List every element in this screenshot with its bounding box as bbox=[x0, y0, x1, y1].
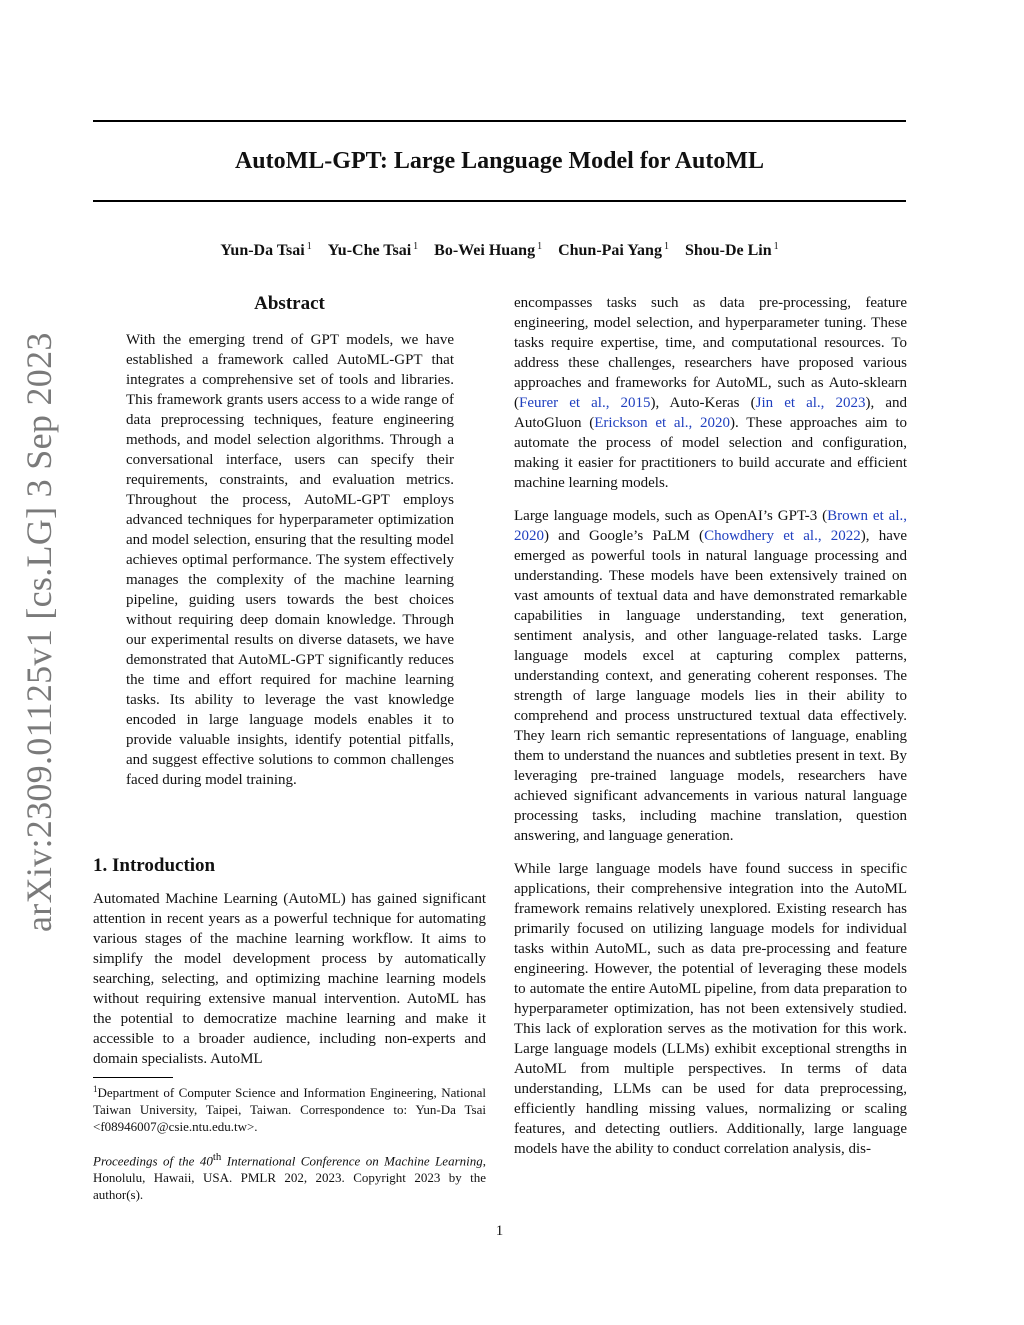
citation-link[interactable]: Chowdhery et al., 2022 bbox=[704, 528, 861, 544]
right-column bbox=[514, 293, 907, 1172]
affiliation-mark: 1 bbox=[413, 241, 419, 252]
citation-link[interactable]: Erickson et al., 2020 bbox=[594, 415, 731, 431]
title-bottom-rule bbox=[93, 200, 906, 202]
text-run: ), and AutoGluon ( bbox=[514, 395, 908, 431]
page-number: 1 bbox=[495, 1223, 504, 1239]
proceedings-venue-prefix: Proceedings of the 40 bbox=[93, 1153, 213, 1169]
author-name: Bo-Wei Huang bbox=[434, 242, 536, 259]
title-top-rule bbox=[93, 120, 906, 122]
author bbox=[220, 242, 311, 259]
arxiv-identifier-stamp: arXiv:2309.01125v1 [cs.LG] 3 Sep 2023 bbox=[19, 332, 59, 932]
proceedings-ordinal-suffix: th bbox=[212, 1151, 222, 1163]
introduction-heading: 1. Introduction bbox=[93, 855, 216, 876]
abstract-heading: Abstract bbox=[254, 293, 325, 314]
text-run: ) and Google’s PaLM ( bbox=[544, 528, 705, 544]
citation-link[interactable]: Jin et al., 2023 bbox=[755, 395, 866, 411]
paragraph-large-language-models bbox=[514, 506, 907, 846]
author bbox=[328, 242, 418, 259]
author bbox=[434, 242, 542, 259]
affiliation-mark: 1 bbox=[537, 241, 543, 252]
author bbox=[558, 242, 669, 259]
footnote-rule bbox=[93, 1077, 173, 1078]
author-name: Yun-Da Tsai bbox=[220, 242, 305, 259]
affiliation-footnote bbox=[93, 1081, 486, 1135]
paper-title: AutoML-GPT: Large Language Model for AutoML bbox=[234, 148, 765, 174]
paragraph-llm-automl-motivation: While large language models have found success in specific applications, their comprehensive integration into the AutoML framework remains relatively unexplored. Existing research has primarily focused on utilizing language models for individual tasks within AutoML, such as data pre-processing and feature engineering. However, the potential of leveraging these models to automate the entire AutoML pipeline, from data preparation to hyperparameter optimization, has not been extensively studied. This lack of exploration serves as the motivation for this work. Large language models (LLMs) exhibit exceptional strengths in AutoML from multiple perspectives. In terms of data understanding, LLMs can be used for data preprocessing, efficiently handling missing values, normalizing or scaling features, and detecting outliers. Additionally, large language models have the ability to conduct correlation analysis, dis- bbox=[514, 861, 907, 1157]
text-run: ), Auto-Keras ( bbox=[650, 395, 756, 411]
footnote-text: Department of Computer Science and Information Engineering, National Taiwan University, Taipei, Taiwan. Correspondence to: Yun-Da Tsai <f08946007@csie.ntu.edu.tw>. bbox=[93, 1085, 486, 1134]
author-name: Chun-Pai Yang bbox=[558, 242, 662, 259]
paragraph-automl-frameworks bbox=[514, 293, 907, 493]
text-run: Large language models, such as OpenAI’s GPT-3 ( bbox=[514, 508, 828, 524]
affiliation-mark: 1 bbox=[306, 241, 312, 252]
footnote-mark: 1 bbox=[93, 1084, 98, 1094]
author-name: Shou-De Lin bbox=[684, 242, 772, 259]
text-run: ). These approaches aim to automate the process of model selection and configuration, making it easier for practitioners to build accurate and efficient machine learning models. bbox=[514, 415, 907, 491]
proceedings-details: , Honolulu, Hawaii, USA. PMLR 202, 2023. Copyright 2023 by the author(s). bbox=[93, 1153, 486, 1203]
author-name: Yu-Che Tsai bbox=[327, 242, 412, 259]
text-run: encompasses tasks such as data pre-processing, feature engineering, model selection, and hyperparameter tuning. These tasks require expertise, time, and computational resources. To address these challenges, researchers have proposed various approaches and frameworks for AutoML, such as Auto-sklearn ( bbox=[514, 295, 907, 411]
author bbox=[685, 242, 779, 259]
introduction-paragraph: Automated Machine Learning (AutoML) has gained significant attention in recent years as a powerful technique for automating various stages of the machine learning workflow. It aims to simplify the model development process by automatically searching, selecting, and optimizing machine learning models without requiring extensive manual intervention. AutoML has the potential to democratize machine learning and make it accessible to a broader audience, including non-experts and domain specialists. AutoML bbox=[93, 891, 486, 1067]
text-run: ), have emerged as powerful tools in natural language processing and understanding. These models have been extensively trained on vast amounts of textual data and have demonstrated remarkable capabilities in language understanding, text generation, sentiment analysis, and other language-related tasks. Large language models excel at capturing complex patterns, understanding context, and generating coherent responses. The strength of large language models lies in their ability to comprehend and process unstructured textual data effectively. They learn rich semantic representations of language, enabling them to understand the nuances and subtleties present in text. By leveraging pre-trained language models, researchers have achieved significant advancements in various natural language processing tasks, including machine translation, question answering, and language generation. bbox=[514, 528, 908, 844]
citation-link[interactable]: Feurer et al., 2015 bbox=[519, 395, 651, 411]
citation-link[interactable]: Brown et al., 2020 bbox=[514, 508, 908, 544]
author-list bbox=[93, 236, 906, 262]
proceedings-note bbox=[93, 1149, 486, 1203]
abstract-text: With the emerging trend of GPT models, we have established a framework called AutoML-GPT that integrates a comprehensive set of tools and libraries. This framework grants users access to a wide range of data preprocessing techniques, feature engineering methods, and model selection algorithms. Through a conversational interface, users can specify their requirements, constraints, and evaluation metrics. Throughout the process, AutoML-GPT employs advanced techniques for hyperparameter optimization and model selection, ensuring that the resulting model achieves optimal performance. The system effectively manages the complexity of the machine learning pipeline, guiding users towards the best choices without requiring deep domain knowledge. Through our experimental results on diverse datasets, we have demonstrated that AutoML-GPT significantly reduces the time and effort required for machine learning tasks. Its ability to leverage the vast knowledge encoded in large language models enables it to provide valuable insights, identify potential pitfalls, and suggest effective solutions to common challenges faced during model training. bbox=[126, 332, 454, 788]
affiliation-mark: 1 bbox=[663, 241, 669, 252]
affiliation-mark: 1 bbox=[773, 241, 779, 252]
proceedings-venue-name: International Conference on Machine Learning bbox=[221, 1153, 483, 1169]
